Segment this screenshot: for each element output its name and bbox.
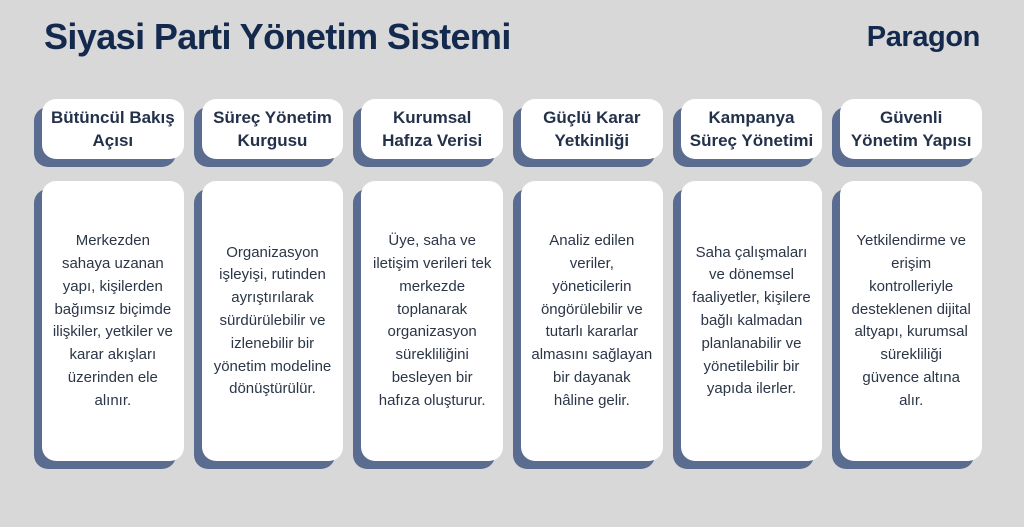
card-header-butuncul-bakis: Bütüncül Bakış Açısı <box>42 99 184 159</box>
card-header-guvenli-yonetim: Güvenli Yönetim Yapısı <box>840 99 982 159</box>
card-body-guclu-karar: Analiz edilen veriler, yöneticilerin öngörülebilir ve tutarlı kararlar almasını sağlayan bir dayanak hâline gelir. <box>521 181 663 461</box>
card-header-kampanya-surec: Kampanya Süreç Yönetimi <box>681 99 823 159</box>
brand-logo: Paragon <box>866 21 980 53</box>
card-header-guclu-karar: Güçlü Karar Yetkinliği <box>521 99 663 159</box>
card-body-kampanya-surec: Saha çalışmaları ve dönemsel faaliyetler, kişilere bağlı kalmadan planlanabilir ve yönetilebilir bir yapıda ilerler. <box>681 181 823 461</box>
card-body-guvenli-yonetim: Yetkilendirme ve erişim kontrolleriyle desteklenen dijital altyapı, kurumsal sürekliliği güvence altına alır. <box>840 181 982 461</box>
card-header-surec-yonetim: Süreç Yönetim Kurgusu <box>202 99 344 159</box>
card-body-surec-yonetim: Organizasyon işleyişi, rutinden ayrıştırılarak sürdürülebilir ve izlenebilir bir yönetim modeline dönüştürülür. <box>202 181 344 461</box>
card-header-kurumsal-hafiza: Kurumsal Hafıza Verisi <box>361 99 503 159</box>
card-body-butuncul-bakis: Merkezden sahaya uzanan yapı, kişilerden bağımsız biçimde ilişkiler, yetkiler ve karar akışları üzerinden ele alınır. <box>42 181 184 461</box>
top-bar <box>0 0 1024 57</box>
card-body-kurumsal-hafiza: Üye, saha ve iletişim verileri tek merkezde toplanarak organizasyon sürekliliğini besleyen bir hafıza oluşturur. <box>361 181 503 461</box>
card-grid <box>0 99 1024 461</box>
page-title: Siyasi Parti Yönetim Sistemi <box>44 16 511 57</box>
